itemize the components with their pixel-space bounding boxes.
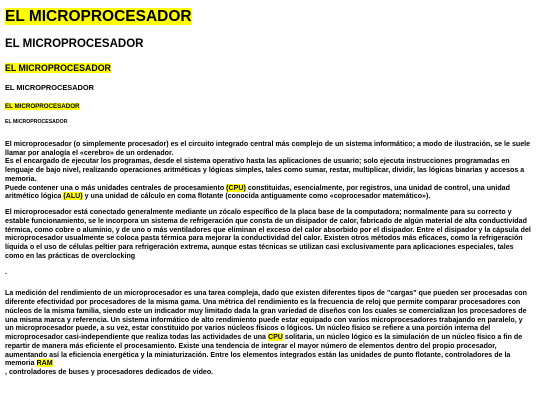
intro-line-3b: constituidas, esencialmente, por registros, una unidad de control, una unidad aritmético lógica xyxy=(5,183,510,201)
heading-level-6: EL MICROPROCESADOR xyxy=(5,118,68,125)
heading-level-1-text: EL MICROPROCESADOR xyxy=(5,8,192,25)
heading-level-4: EL MICROPROCESADOR xyxy=(5,83,94,93)
cpu-highlight-2: CPU xyxy=(267,333,283,341)
paragraph-dot: . xyxy=(5,267,7,276)
intro-line-3a: Puede contener una o más unidades centrales de procesamiento xyxy=(5,183,227,192)
intro-line-3c: y una unidad de cálculo en coma flotante (conocida antiguamente como «coprocesador matemático»). xyxy=(82,192,431,201)
heading-level-3 xyxy=(5,63,540,73)
ram-highlight: RAM xyxy=(36,359,53,368)
heading-level-1 xyxy=(5,8,540,26)
paragraph-cooling: El microprocesador está conectado generalmente mediante un zócalo específico de la placa base de la computadora; normalmente para su correcto y estable funcionamiento, se le incorpora un sistema de refrigeración que consta de un disipador de calor, fabricado de algún material de alta conductividad térmica, como cobre o aluminio, y de uno o más ventiladores que eliminan el exceso del calor absorbido por el disipador. Entre el disipador y la cápsula del microprocesador usualmente se coloca pasta térmica para mejorar la conductividad del calor. Existen otros métodos más eficaces, como la refrigeración líquida o el uso de células peltier para refrigeración extrema, aunque estas técnicas se utilizan casi exclusivamente para aplicaciones especiales, tales como en las prácticas de overclocking xyxy=(5,208,531,260)
heading-level-5-text: EL MICROPROCESADOR xyxy=(5,102,80,110)
intro-line-2: Es el encargado de ejecutar los programas, desde el sistema operativo hasta las aplicaciones de usuario; solo ejecuta instrucciones programadas en lenguaje de bajo nivel, realizando operaciones aritméticas y lógicas simples, tales como sumar, restar, multiplicar, dividir, las lógicas binarias y accesos a memoria. xyxy=(5,157,525,183)
heading-level-5 xyxy=(5,103,540,110)
intro-line-1: El microprocesador (o simplemente procesador) es el circuito integrado central más complejo de un sistema informático; a modo de ilustración, se le suele llamar por analogía el «cerebro» de un ordenador. xyxy=(5,139,531,157)
paragraph-performance xyxy=(5,289,533,377)
cpu-highlight: (CPU) xyxy=(226,183,246,192)
performance-part-b: solitaria, un núcleo lógico es la simulación de un núcleo físico a fin de repartir de manera más eficiente el procesamiento. Existe una tendencia de integrar el mayor número de elementos dentro del propio procesador, aumentando así la eficiencia energética y la miniaturización. Entre los elementos integrados están las unidades de punto flotante, controladores de la memoria xyxy=(5,333,523,368)
performance-part-a: La medición del rendimiento de un microprocesador es una tarea compleja, dado que existen diferentes tipos de "cargas" que pueden ser procesadas con diferente efectividad por procesadores de la misma gama. Una métrica del rendimiento es la frecuencia de reloj que permite comparar procesadores con núcleos de la misma familia, siendo este un indicador muy limitado dada la gran variedad de diseños con los cuales se comercializan los procesadores de una misma marca y referencia. Un sistema informático de alto rendimiento puede estar equipado con varios microprocesadores trabajando en paralelo, y un microprocesador puede, a su vez, estar constituido por varios núcleos físicos o lógicos. Un núcleo físico se refiere a una porción interna del microprocesador casi-independiente que realiza todas las actividades de una xyxy=(5,289,527,341)
alu-highlight: (ALU) xyxy=(63,192,83,201)
paragraph-intro xyxy=(5,140,533,201)
heading-level-2: EL MICROPROCESADOR xyxy=(5,37,144,50)
performance-part-c: , controladores de buses y procesadores dedicados de video. xyxy=(5,368,214,376)
heading-level-3-text: EL MICROPROCESADOR xyxy=(5,63,111,74)
